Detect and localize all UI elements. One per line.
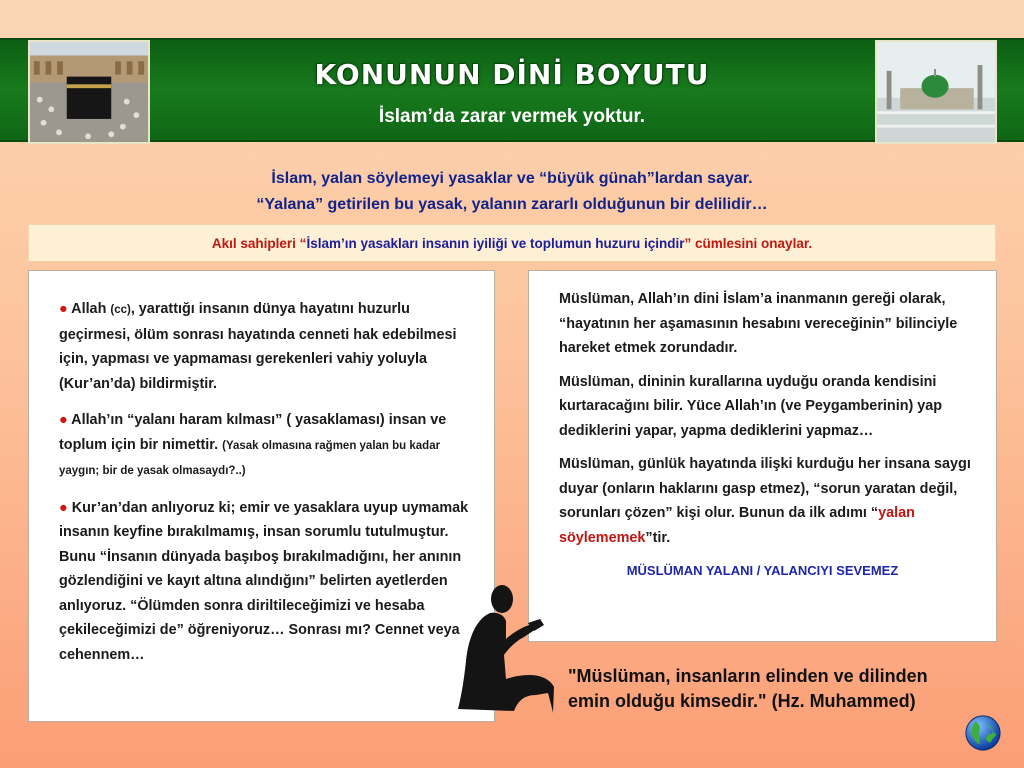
- header-banner: [0, 38, 1024, 142]
- note-part-3: ” cümlesini onaylar.: [684, 236, 813, 251]
- note-part-2: İslam’ın yasakları insanın iyiliği ve toplumun huzuru içindir: [306, 236, 685, 251]
- quote-line-1: "Müslüman, insanların elinden ve dilinden: [568, 666, 928, 686]
- hadith-quote: [568, 664, 988, 714]
- praying-person-silhouette: [454, 583, 554, 718]
- right-p3-highlight: yalan söylememek: [559, 505, 915, 546]
- left-p2-small: (Yasak olmasına rağmen yalan bu kadar yaygın; bir de yasak olmasaydı?..): [59, 439, 441, 477]
- left-paragraph-1: [59, 297, 480, 396]
- intro-line-2: “Yalana” getirilen bu yasak, yalanın zararlı olduğunun bir delilidir…: [256, 196, 768, 213]
- left-p3-text: Kur’an’dan anlıyoruz ki; emir ve yasaklara uyup uymamak insanın keyfine bırakılmamış, insan sorumlu tutulmuştur. Bunu “İnsanın dünyada başıboş bırakılmadığını, her anının gözlendiğini ve kayıt altına alındığını” belirten ayetlerden anlıyoruz. “Ölümden sonra diriltileceğimizi ve hesaba çekileceğimizi de” öğreniyoruz… Sonrası mı? Cennet veya cehennem…: [59, 499, 469, 663]
- bullet-icon: ●: [59, 499, 68, 516]
- mosque-photo: [875, 40, 997, 144]
- left-panel: [28, 270, 495, 722]
- right-p3-end: ”tir.: [645, 529, 671, 546]
- bullet-icon: ●: [59, 301, 68, 317]
- left-paragraph-2: [59, 408, 480, 484]
- intro-line-1: İslam, yalan söylemeyi yasaklar ve “büyük günah”lardan sayar.: [271, 170, 753, 187]
- left-paragraph-3: [59, 496, 480, 668]
- bullet-icon: ●: [59, 412, 68, 428]
- page-title: KONUNUN DİNİ BOYUTU: [314, 58, 710, 91]
- right-panel-footer: MÜSLÜMAN YALANI / YALANCIYI SEVEMEZ: [626, 563, 899, 578]
- quote-line-2: emin olduğu kimsedir." (Hz. Muhammed): [568, 691, 916, 711]
- kaaba-photo: [28, 40, 150, 144]
- note-part-1: Akıl sahipleri “: [211, 236, 307, 251]
- right-paragraph-2: Müslüman, dininin kurallarına uyduğu oranda kendisini kurtaracağını bilir. Yüce Allah’ın (ve Peygamberinin) yap dediklerini yapar, yapma dediklerini yapmaz…: [559, 373, 943, 439]
- note-bar: [28, 224, 996, 262]
- left-p1-text: , yarattığı insanın dünya hayatını huzurlu geçirmesi, ölüm sonrası hayatında cenneti hak edebilmesi için, yapması ve yapmaması gerekenleri vahiy yoluyla (Kur’an’da) bildirmiştir.: [59, 301, 457, 392]
- right-paragraph-3: [559, 452, 982, 550]
- page-subtitle: İslam’da zarar vermek yoktur.: [378, 106, 646, 127]
- left-p2-text: Allah’ın “yalanı haram kılması” ( yasaklaması) insan ve toplum için bir nimettir.: [59, 412, 447, 453]
- allah-word: Allah: [71, 301, 107, 317]
- cc-note: (cc): [110, 304, 131, 316]
- right-panel: [528, 270, 997, 642]
- right-p3-text: Müslüman, günlük hayatında ilişki kurduğu her insana saygı duyar (onların haklarını gasp etmez), “sorun yaratan değil, sorunları çözen” kişi olur. Bunun da ilk adımı “: [559, 456, 971, 521]
- right-paragraph-1: Müslüman, Allah’ın dini İslam’a inanmanın gereği olarak, “hayatının her aşamasının hesabını vereceğinin” bilinciyle hareket etmek zorundadır.: [559, 291, 958, 356]
- globe-icon: [964, 714, 1002, 752]
